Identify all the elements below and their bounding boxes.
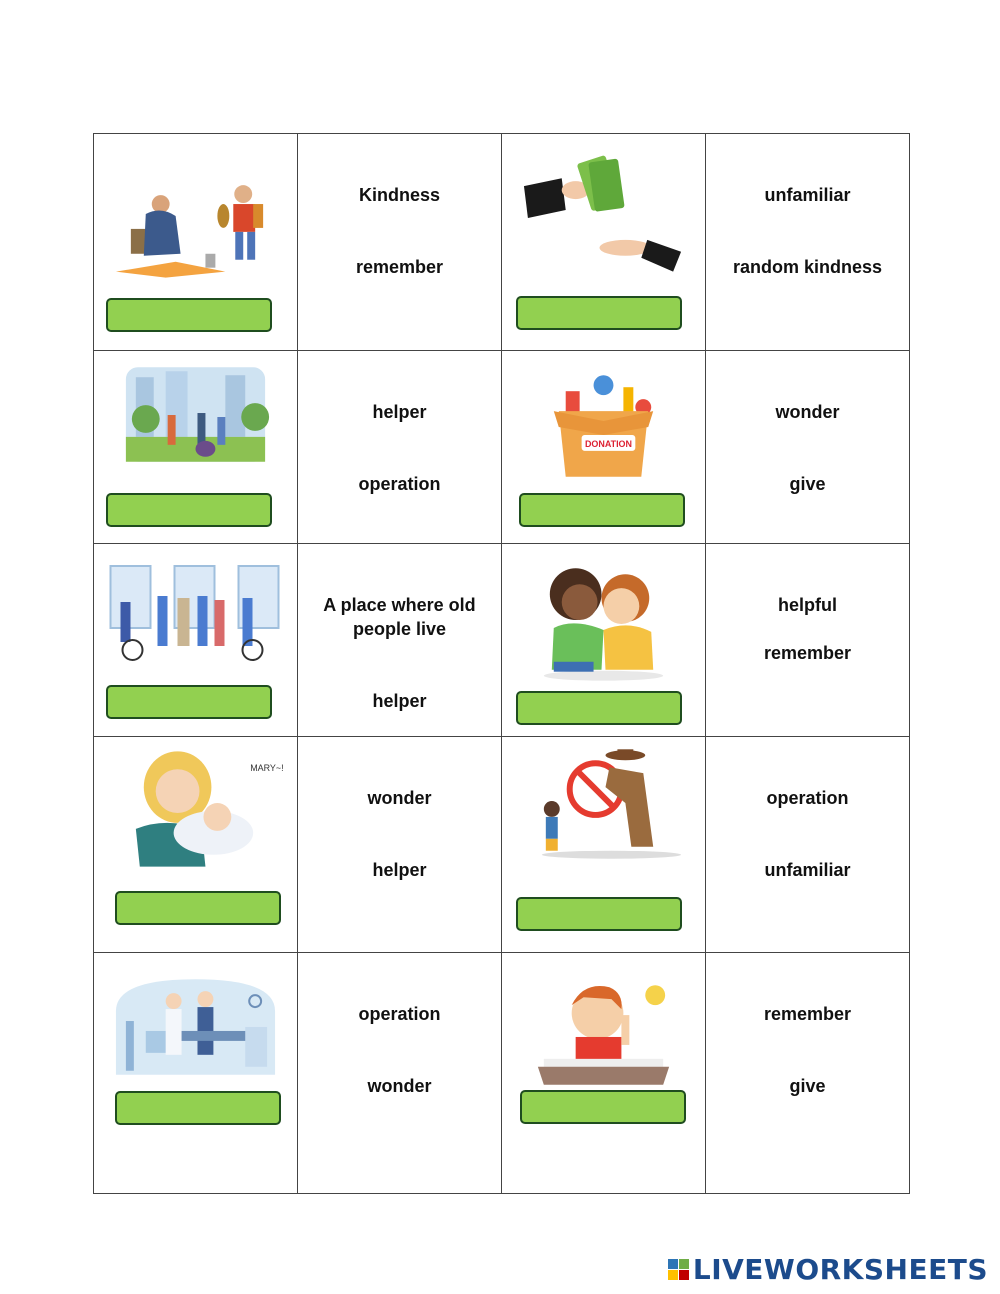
word-cell xyxy=(298,134,502,351)
word-option: unfamiliar xyxy=(764,185,851,205)
picture-cell xyxy=(502,134,706,351)
brand-wordmark: LIVEWORKSHEETS xyxy=(692,1252,988,1286)
answer-input[interactable] xyxy=(106,685,272,719)
answer-input[interactable] xyxy=(516,897,682,931)
answer-input[interactable] xyxy=(519,493,685,527)
table-row xyxy=(94,134,910,351)
picture-cell xyxy=(94,544,298,737)
word-cell xyxy=(298,544,502,737)
community-volunteers-icon xyxy=(106,367,285,467)
liveworksheets-brand xyxy=(668,1252,988,1286)
worksheet-table xyxy=(93,133,910,1194)
word-option: operation xyxy=(766,788,849,808)
answer-input[interactable] xyxy=(516,691,682,725)
word-option: A place where old people live xyxy=(323,595,476,639)
picture-cell xyxy=(94,737,298,953)
answer-input[interactable] xyxy=(115,1091,281,1125)
word-option: remember xyxy=(763,1004,852,1024)
beggar-and-child-icon xyxy=(106,144,285,279)
thinking-boy-icon xyxy=(514,975,693,1087)
word-option: give xyxy=(789,1076,826,1096)
word-option: remember xyxy=(355,257,444,277)
word-cell xyxy=(706,351,910,544)
picture-cell xyxy=(502,737,706,953)
kids-hugging-icon xyxy=(514,558,693,682)
word-cell xyxy=(706,737,910,953)
surgery-room-icon xyxy=(106,971,285,1075)
word-option: unfamiliar xyxy=(764,860,851,880)
word-option: operation xyxy=(358,474,441,494)
svg-text:MARY~!: MARY~! xyxy=(250,763,284,774)
word-cell xyxy=(706,953,910,1194)
word-option: operation xyxy=(358,1004,441,1024)
word-cell xyxy=(298,351,502,544)
picture-cell xyxy=(502,351,706,544)
word-cell xyxy=(298,737,502,953)
stranger-danger-icon xyxy=(514,747,693,861)
donation-box-icon xyxy=(514,371,693,481)
picture-cell xyxy=(94,351,298,544)
liveworksheets-logo-icon xyxy=(668,1259,689,1280)
table-row xyxy=(94,544,910,737)
word-option: helper xyxy=(372,691,427,711)
word-option: helpful xyxy=(778,595,837,615)
word-cell xyxy=(706,134,910,351)
answer-input[interactable] xyxy=(115,891,281,925)
svg-text:DONATION: DONATION xyxy=(584,438,632,449)
money-handover-icon xyxy=(514,148,693,278)
answer-input[interactable] xyxy=(106,298,272,332)
word-option: wonder xyxy=(775,402,840,422)
word-option: wonder xyxy=(367,1076,432,1096)
table-row xyxy=(94,953,910,1194)
mother-with-baby-icon xyxy=(106,747,285,872)
nursing-home-icon xyxy=(102,562,289,666)
word-cell xyxy=(298,953,502,1194)
word-option: helper xyxy=(372,402,427,422)
answer-input[interactable] xyxy=(106,493,272,527)
word-option: Kindness xyxy=(358,185,441,205)
word-option: random kindness xyxy=(732,257,883,277)
picture-cell xyxy=(502,953,706,1194)
word-option: helper xyxy=(372,860,427,880)
word-option: give xyxy=(789,474,826,494)
picture-cell xyxy=(502,544,706,737)
table-row xyxy=(94,351,910,544)
word-cell xyxy=(706,544,910,737)
answer-input[interactable] xyxy=(520,1090,686,1124)
picture-cell xyxy=(94,953,298,1194)
table-row xyxy=(94,737,910,953)
word-option: remember xyxy=(763,643,852,663)
answer-input[interactable] xyxy=(516,296,682,330)
picture-cell xyxy=(94,134,298,351)
word-option: wonder xyxy=(367,788,432,808)
